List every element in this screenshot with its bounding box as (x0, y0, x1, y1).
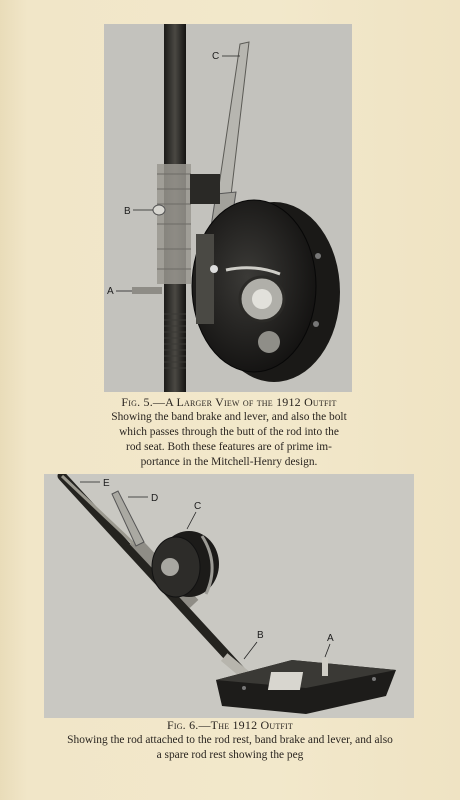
caption-line: which passes through the butt of the rod into the (119, 426, 339, 438)
figure-6-title: Fig. 6.—The 1912 Outfit (166, 718, 294, 732)
label-a: A (327, 633, 334, 644)
bolt (132, 287, 162, 294)
band-brake-screw (153, 205, 165, 215)
label-b: B (257, 630, 264, 641)
figure-6-caption (20, 718, 440, 763)
label-a: A (107, 286, 114, 297)
caption-line: Showing the rod attached to the rod rest, band brake and lever, and also (67, 734, 393, 746)
caption-line: portance in the Mitchell-Henry design. (140, 456, 318, 468)
spare-rod-rest (268, 672, 303, 690)
label-c: C (212, 51, 220, 62)
label-c: C (194, 501, 202, 512)
label-e: E (103, 478, 110, 489)
peg (322, 658, 328, 676)
caption-line: rod seat. Both these features are of prime im- (126, 441, 332, 453)
figure-5-illustration (104, 24, 352, 392)
label-d: D (151, 493, 159, 504)
figure-5-title: Fig. 5.—A Larger View of the 1912 Outfit (121, 395, 337, 409)
label-b: B (124, 206, 131, 217)
reel-knob (258, 331, 280, 353)
caption-line: a spare rod rest showing the peg (156, 749, 304, 761)
figure-6-photo (44, 474, 414, 718)
figure-5-caption (98, 395, 360, 470)
figure-5-photo (104, 24, 352, 392)
figure-6-illustration (44, 474, 414, 718)
caption-line: Showing the band brake and lever, and also the bolt (111, 411, 347, 423)
